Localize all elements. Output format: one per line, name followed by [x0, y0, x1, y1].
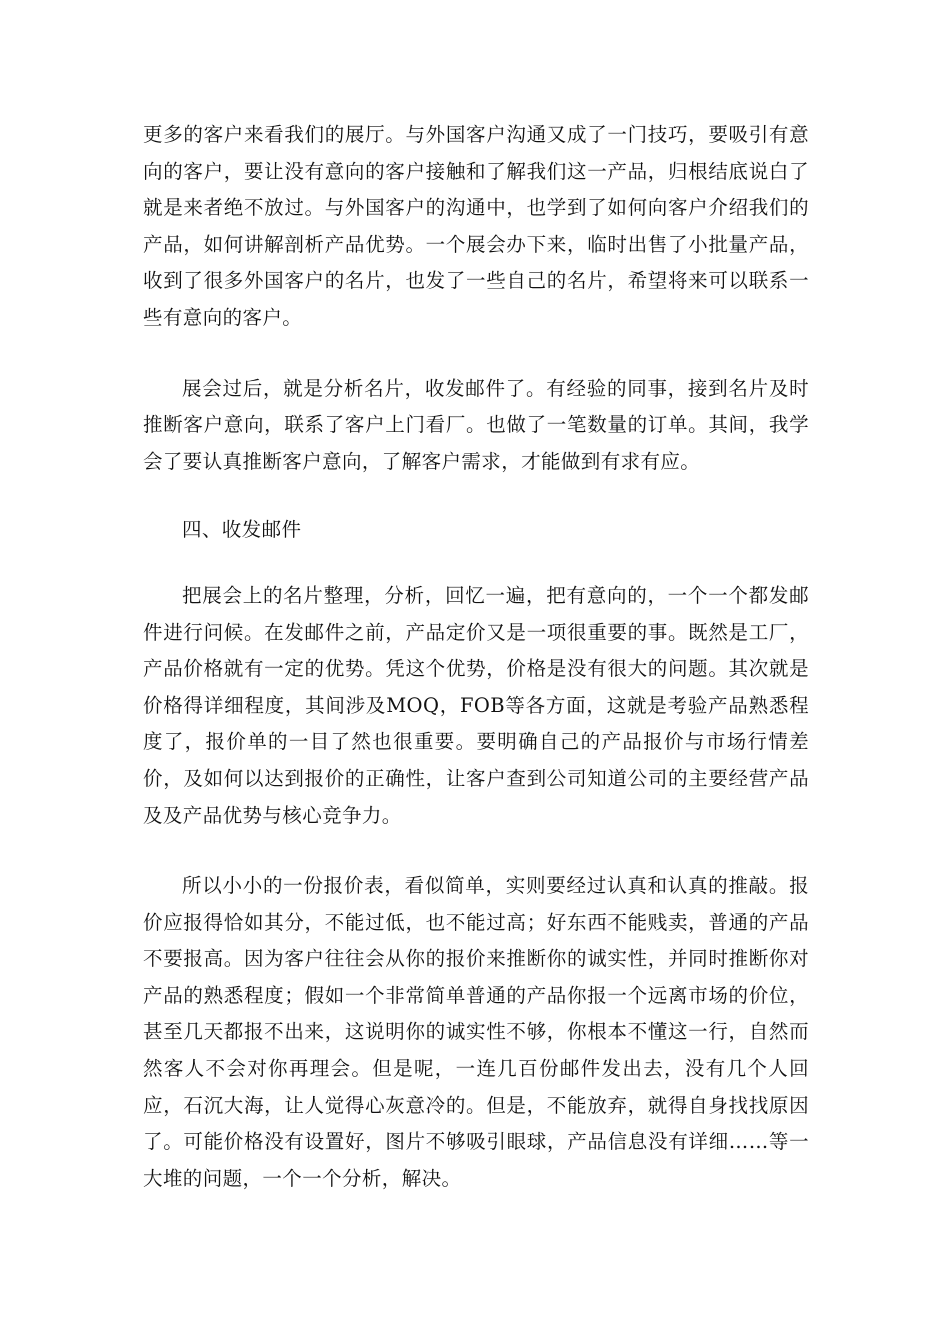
paragraph-spacer	[143, 834, 809, 868]
paragraph-spacer	[143, 337, 809, 371]
section-heading: 四、收发邮件	[182, 518, 302, 542]
paragraph-after-exhibition: 展会过后，就是分析名片，收发邮件了。有经验的同事，接到名片及时推断客户意向，联系了客户上门看厂。也做了一笔数量的订单。其间，我学会了要认真推断客户意向，了解客户需求，才能做到有求有应。	[143, 376, 809, 473]
paragraph-email-pricing: 把展会上的名片整理，分析，回忆一遍，把有意向的，一个一个都发邮件进行问候。在发邮件之前，产品定价又是一项很重要的事。既然是工厂，产品价格就有一定的优势。凭这个优势，价格是没有很大的问题。其次就是价格得详细程度，其间涉及MOQ，FOB等各方面，这就是考验产品熟悉程度了，报价单的一目了然也很重要。要明确自己的产品报价与市场行情差价，及如何以达到报价的正确性，让客户查到公司知道公司的主要经营产品及及产品优势与核心竞争力。	[143, 583, 809, 827]
paragraph-quotation-sheet: 所以小小的一份报价表，看似简单，实则要经过认真和认真的推敲。报价应报得恰如其分，不能过低，也不能过高；好东西不能贱卖，普通的产品不要报高。因为客户往往会从你的报价来推断你的诚实性，并同时推断你对产品的熟悉程度；假如一个非常简单普通的产品你报一个远离市场的价位，甚至几天都报不出来，这说明你的诚实性不够，你根本不懂这一行，自然而然客人不会对你再理会。但是呢，一连几百份邮件发出去，没有几个人回应，石沉大海，让人觉得心灰意冷的。但是，不能放弃，就得自身找找原因了。可能价格没有设置好，图片不够吸引眼球，产品信息没有详细……等一大堆的问题，一个一个分析，解决。	[143, 874, 809, 1190]
heading-spacer	[143, 480, 809, 512]
document-page	[143, 117, 809, 1197]
heading-spacer	[143, 549, 809, 578]
paragraph-exhibition-communication: 更多的客户来看我们的展厅。与外国客户沟通又成了一门技巧，要吸引有意向的客户，要让没有意向的客户接触和了解我们这一产品，归根结底说白了就是来者绝不放过。与外国客户的沟通中，也学到了如何向客户介绍我们的产品，如何讲解剖析产品优势。一个展会办下来，临时出售了小批量产品，收到了很多外国客户的名片，也发了一些自己的名片，希望将来可以联系一些有意向的客户。	[143, 123, 809, 329]
